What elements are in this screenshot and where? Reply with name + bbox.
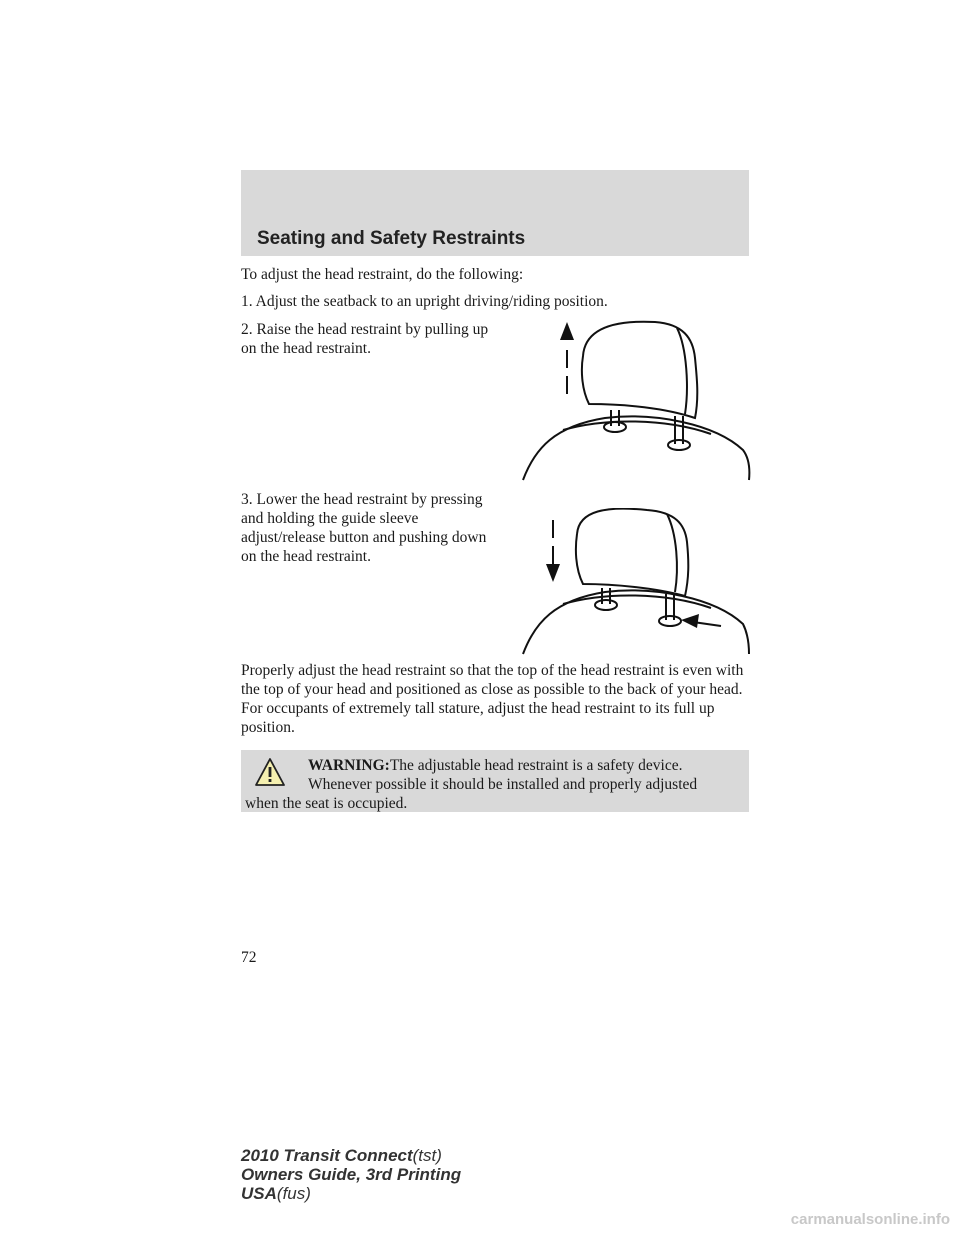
section-header xyxy=(241,170,749,256)
section-title: Seating and Safety Restraints xyxy=(257,228,526,249)
footer-market: USA xyxy=(241,1184,277,1203)
intro-text: To adjust the head restraint, do the following: xyxy=(241,266,524,283)
warning-line-2: Whenever possible it should be installed and properly adjusted xyxy=(308,776,698,793)
step-1-text: 1. Adjust the seatback to an upright driving/riding position. xyxy=(241,293,608,310)
step-2-text: 2. Raise the head restraint by pulling up on the head restraint. xyxy=(241,321,489,357)
raise-head-restraint-illustration xyxy=(515,318,755,483)
warning-line-1: The adjustable head restraint is a safety device. xyxy=(389,757,683,774)
lower-head-restraint-illustration xyxy=(515,508,755,656)
adjustment-paragraph: Properly adjust the head restraint so that the top of the head restraint is even with the top of your head and positioned as close as possible to the back of your head. For occupants of extremely tall stature, adjust the head restraint to its full up position. xyxy=(241,662,744,736)
warning-box xyxy=(241,750,749,812)
footer-market-code: (fus) xyxy=(276,1184,311,1203)
document-footer xyxy=(241,1146,461,1203)
footer-code: (tst) xyxy=(412,1146,442,1165)
warning-text xyxy=(241,750,749,813)
footer-printing: Owners Guide, 3rd Printing xyxy=(241,1165,462,1184)
watermark-link[interactable]: carmanualsonline.info xyxy=(790,1211,950,1228)
page-number: 72 xyxy=(241,949,257,966)
step-3-text: 3. Lower the head restraint by pressing and holding the guide sleeve adjust/release button and pushing down on the head restraint. xyxy=(241,491,487,565)
warning-line-3: when the seat is occupied. xyxy=(245,795,408,812)
footer-title: 2010 Transit Connect xyxy=(241,1146,413,1165)
warning-label: WARNING: xyxy=(308,757,390,774)
